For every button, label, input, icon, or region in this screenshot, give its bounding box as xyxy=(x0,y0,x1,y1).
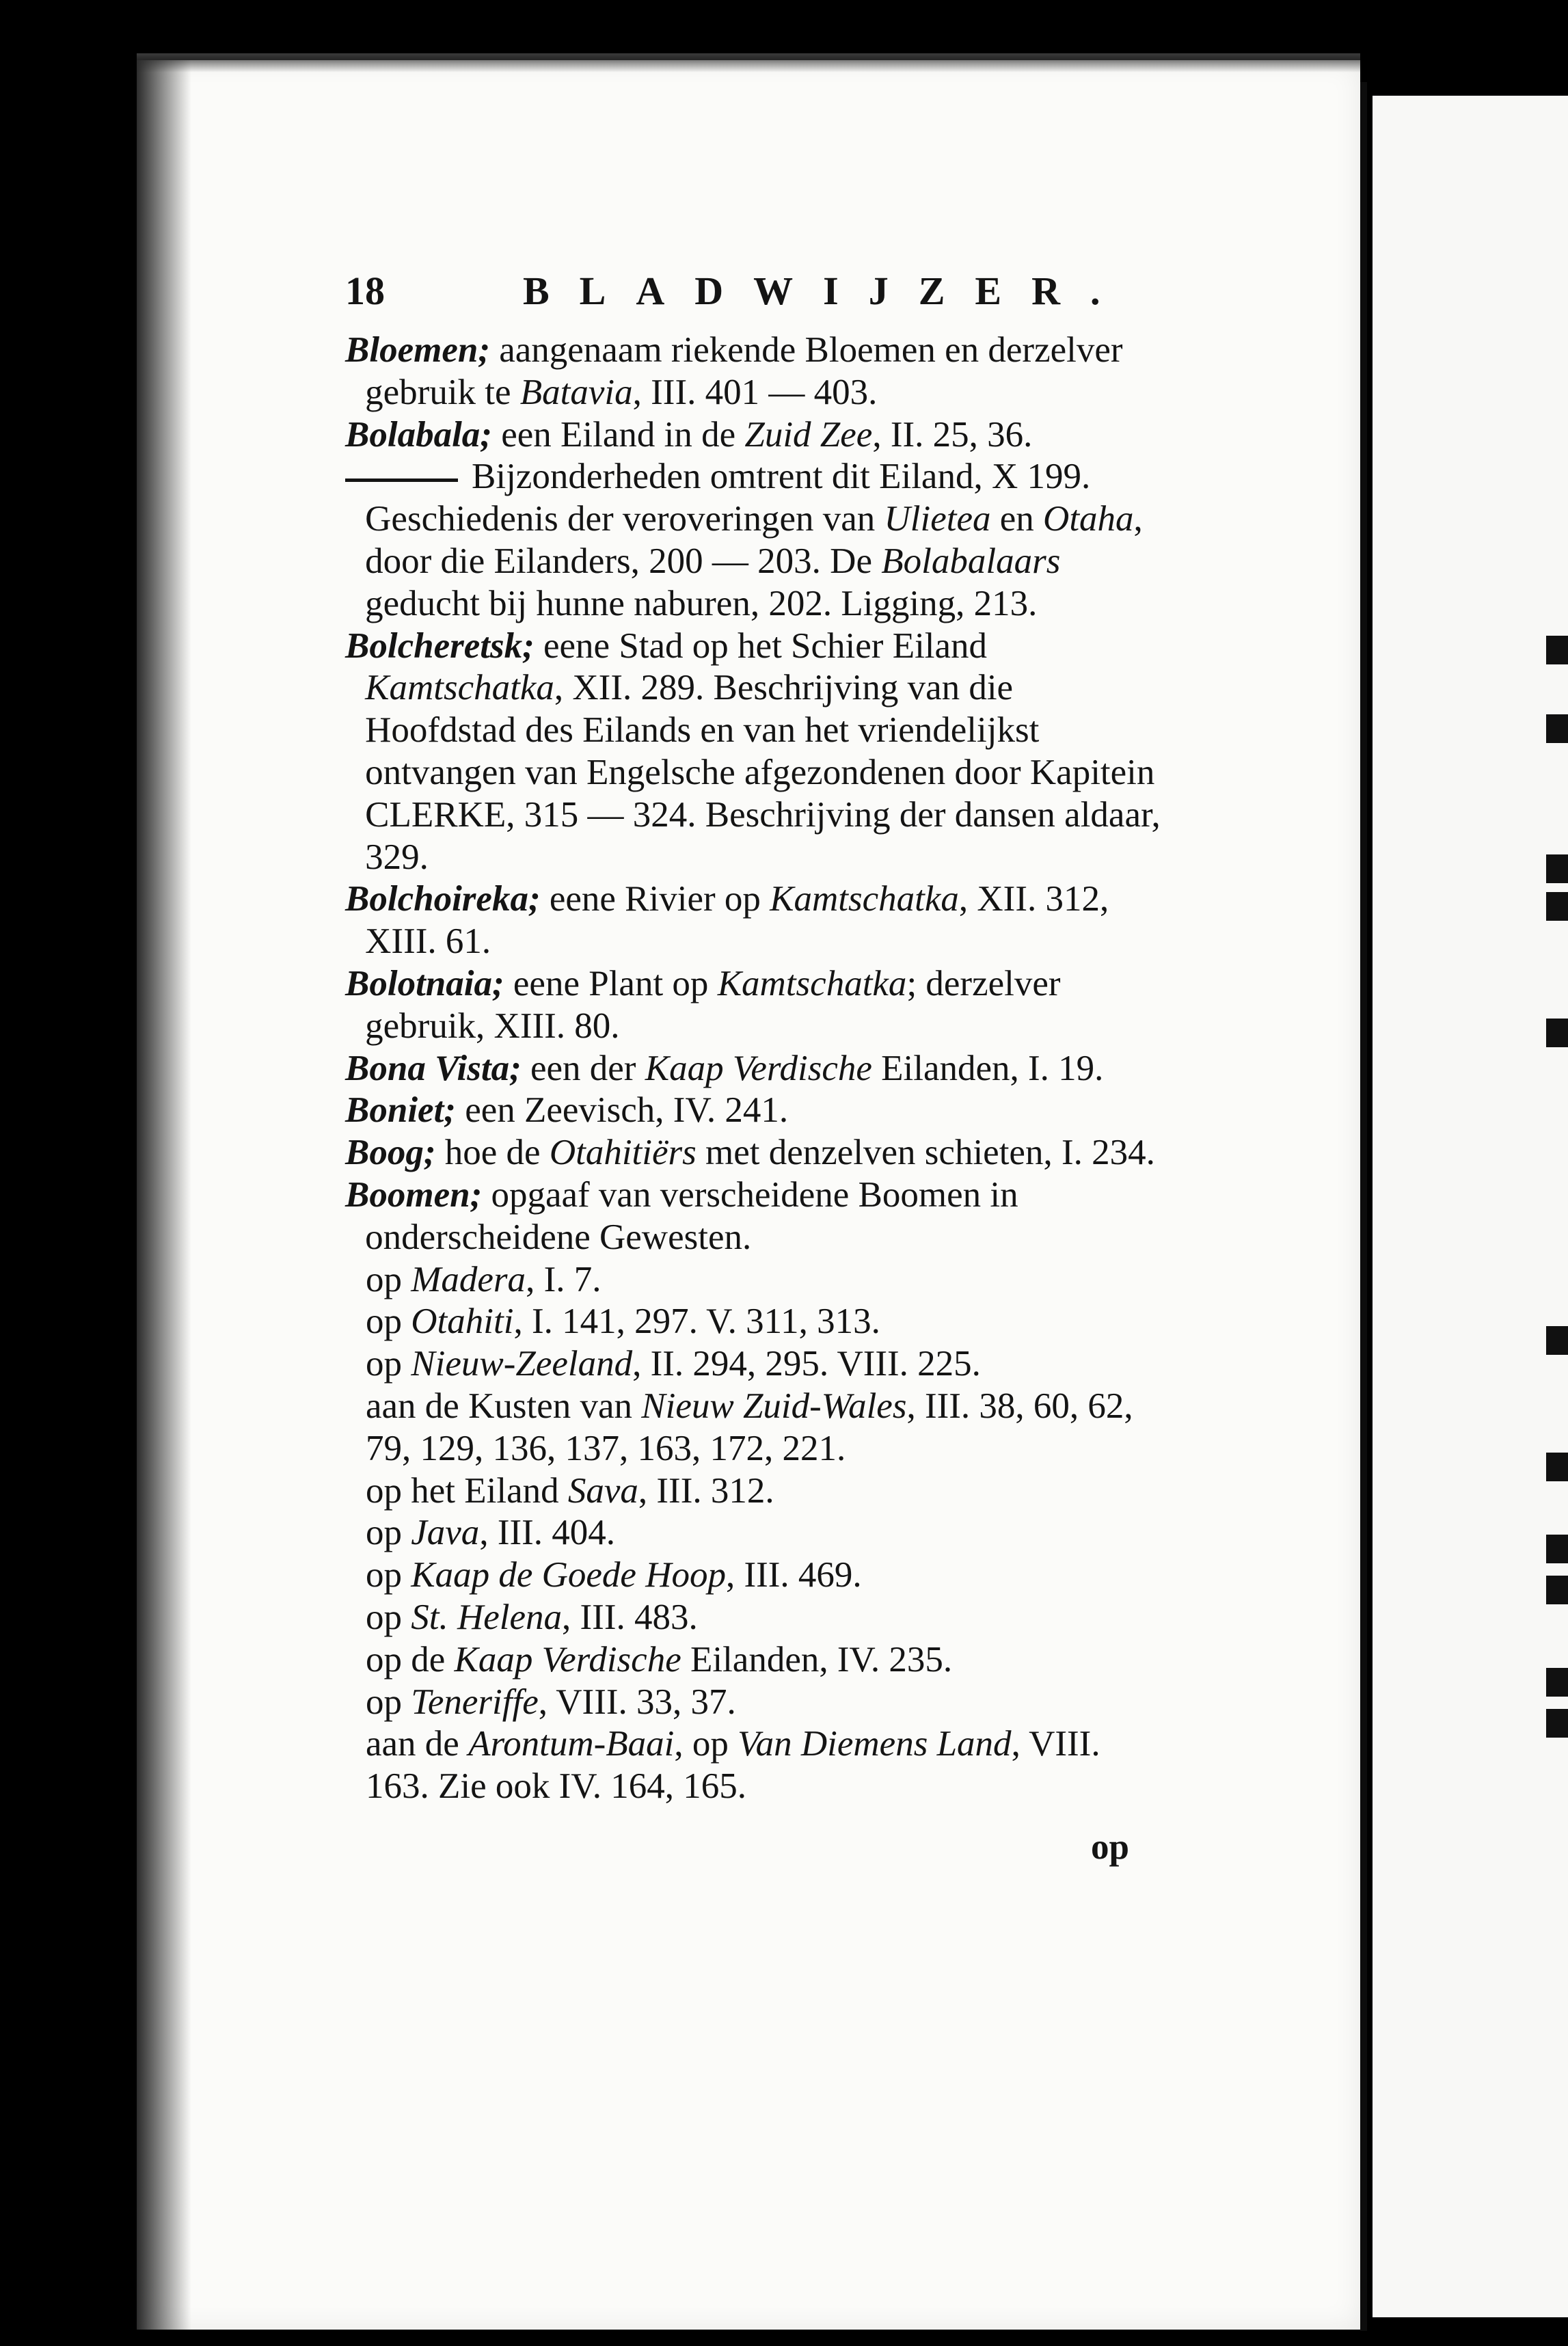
entry-text: Bijzonderheden omtrent dit Eiland, X 199. Geschiedenis der veroveringen van xyxy=(365,457,1091,539)
entry-text: , door die Eilanders, 200 — 203. De xyxy=(365,499,1143,581)
page-gutter xyxy=(1360,82,1367,2331)
entry-text: , XII. 289. Beschrijving van die Hoofdstad des Eilands en van het vriendelijkst ontvangen van Engelsche afgezondenen door Kapitein CLERKE, 315 — 324. Beschrijving der dansen aldaar, 329. xyxy=(365,668,1161,877)
entry-text: op xyxy=(366,1513,411,1553)
entry-text: , I. 141, 297. V. 311, 313. xyxy=(513,1302,880,1342)
entry-text: , III. 469. xyxy=(725,1555,862,1595)
entry-text: , III. 401 — 403. xyxy=(632,372,878,412)
entry-text: eene Stad op het Schier Eiland xyxy=(534,625,988,666)
entry-italic: Bolabalaars xyxy=(881,541,1061,581)
entry-text: en xyxy=(990,499,1044,539)
entry-text: , I. 7. xyxy=(526,1259,601,1299)
entry-headword: Boniet; xyxy=(345,1090,456,1131)
entry-italic: Sava xyxy=(567,1470,638,1511)
entry-text: , III. 38, 60, 62, 79, 129, 136, 137, 163, 172, 221. xyxy=(366,1386,1133,1468)
entry-italic: Kamtschatka xyxy=(717,963,907,1003)
entry-text: aan de xyxy=(366,1724,469,1764)
entry-text: , XII. 312, XIII. 61. xyxy=(365,879,1109,962)
ditto-dash xyxy=(345,478,458,482)
entry-italic: Van Diemens Land xyxy=(738,1724,1012,1764)
index-sub-entry xyxy=(345,1343,1165,1386)
page-number: 18 xyxy=(345,269,385,313)
entry-text: op xyxy=(366,1344,411,1384)
catchword: op xyxy=(1091,1827,1129,1867)
entry-italic: Java xyxy=(411,1513,480,1553)
entry-headword: Bolotnaia; xyxy=(345,963,504,1003)
entry-italic: Otahiti xyxy=(411,1302,514,1342)
index-entry xyxy=(345,329,1165,414)
entry-text: op xyxy=(366,1302,411,1342)
index-sub-entry xyxy=(345,1512,1165,1554)
index-entry xyxy=(345,1048,1165,1090)
index-sub-entry xyxy=(345,1597,1165,1639)
entry-text: hoe de xyxy=(435,1133,550,1173)
entry-italic: Teneriffe xyxy=(411,1682,539,1722)
adjacent-page-text-fragments xyxy=(1546,0,1568,2346)
index-entry xyxy=(345,1090,1165,1132)
page-header xyxy=(345,268,1138,323)
entry-text: , VIII. 163. Zie ook IV. 164, 165. xyxy=(366,1724,1100,1807)
entry-italic: Kaap Verdische xyxy=(454,1639,681,1680)
index-entry xyxy=(345,963,1165,1048)
entry-text: op het Eiland xyxy=(366,1470,568,1511)
index-entry xyxy=(345,1132,1165,1174)
entry-text: , II. 294, 295. VIII. 225. xyxy=(632,1344,981,1384)
entry-italic: Batavia xyxy=(519,372,633,412)
index-sub-entry xyxy=(345,1723,1165,1808)
entry-italic: Otahitiërs xyxy=(549,1133,697,1173)
index-entry xyxy=(345,1174,1165,1259)
index-sub-entry xyxy=(345,1639,1165,1682)
entry-text: eene Plant op xyxy=(504,963,718,1003)
entry-text: op xyxy=(366,1555,411,1595)
entry-italic: Zuid Zee xyxy=(744,414,873,455)
entry-text: , op xyxy=(674,1724,738,1764)
entry-headword: Boog; xyxy=(345,1133,436,1173)
entry-text: opgaaf van verscheidene Boomen in onderscheidene Gewesten. xyxy=(365,1174,1018,1257)
entry-italic: St. Helena xyxy=(411,1597,563,1637)
entry-italic: Nieuw Zuid-Wales xyxy=(641,1386,907,1426)
entry-text: op xyxy=(366,1682,411,1722)
entry-text: , III. 483. xyxy=(562,1597,698,1637)
entry-italic: Nieuw-Zeeland xyxy=(411,1344,633,1384)
entry-text: , II. 25, 36. xyxy=(872,414,1033,455)
entry-text: op xyxy=(366,1597,411,1637)
entry-italic: Madera xyxy=(411,1259,526,1299)
index-entry xyxy=(345,414,1165,457)
index-sub-entry xyxy=(345,1301,1165,1343)
entry-text: een Eiland in de xyxy=(491,414,745,455)
index-entry xyxy=(345,625,1165,879)
entry-text: een der xyxy=(521,1048,645,1088)
entry-italic: Ulietea xyxy=(884,499,991,539)
entry-text: op de xyxy=(366,1639,455,1680)
entry-headword: Bloemen; xyxy=(345,330,490,370)
index-sub-entry xyxy=(345,1386,1165,1470)
entry-text: , VIII. 33, 37. xyxy=(538,1682,736,1722)
entry-headword: Bolchoireka; xyxy=(345,879,541,919)
index-sub-entry xyxy=(345,1554,1165,1597)
entry-text: geducht bij hunne naburen, 202. Ligging, 213. xyxy=(365,583,1038,623)
entry-text: een Zeevisch, IV. 241. xyxy=(455,1090,789,1131)
index-sub-entry xyxy=(345,1682,1165,1724)
entry-text: ; derzelver gebruik, XIII. 80. xyxy=(365,963,1061,1046)
index-body xyxy=(345,329,1165,1808)
page-top-edge xyxy=(137,53,1360,72)
index-sub-entry xyxy=(345,1470,1165,1513)
entry-headword: Bolcheretsk; xyxy=(345,625,535,666)
entry-headword: Bolabala; xyxy=(345,414,492,455)
entry-italic: Kaap de Goede Hoop xyxy=(411,1555,726,1595)
adjacent-page xyxy=(1373,96,1568,2317)
entry-text: Eilanden, IV. 235. xyxy=(681,1639,953,1680)
index-entry xyxy=(345,456,1165,625)
entry-text: eene Rivier op xyxy=(540,879,770,919)
index-entry xyxy=(345,878,1165,963)
entry-text: , III. 404. xyxy=(479,1513,616,1553)
entry-headword: Bona Vista; xyxy=(345,1048,522,1088)
page-binding-shadow xyxy=(137,60,191,2330)
entry-italic: Arontum-Baai xyxy=(468,1724,675,1764)
entry-headword: Boomen; xyxy=(345,1174,483,1215)
entry-italic: Otaha xyxy=(1043,499,1134,539)
index-sub-entry xyxy=(345,1259,1165,1302)
entry-italic: Kamtschatka xyxy=(365,668,554,708)
entry-text: Eilanden, I. 19. xyxy=(871,1048,1104,1088)
entry-text: aan de Kusten van xyxy=(366,1386,642,1426)
entry-text: op xyxy=(366,1259,411,1299)
entry-italic: Kaap Verdische xyxy=(645,1048,872,1088)
entry-text: , III. 312. xyxy=(638,1470,774,1511)
entry-text: aangenaam riekende Bloemen en derzelver gebruik te xyxy=(365,330,1123,412)
running-title: BLADWIJZER. xyxy=(523,269,1131,313)
entry-italic: Kamtschatka xyxy=(770,879,959,919)
entry-text: met denzelven schieten, I. 234. xyxy=(696,1133,1155,1173)
